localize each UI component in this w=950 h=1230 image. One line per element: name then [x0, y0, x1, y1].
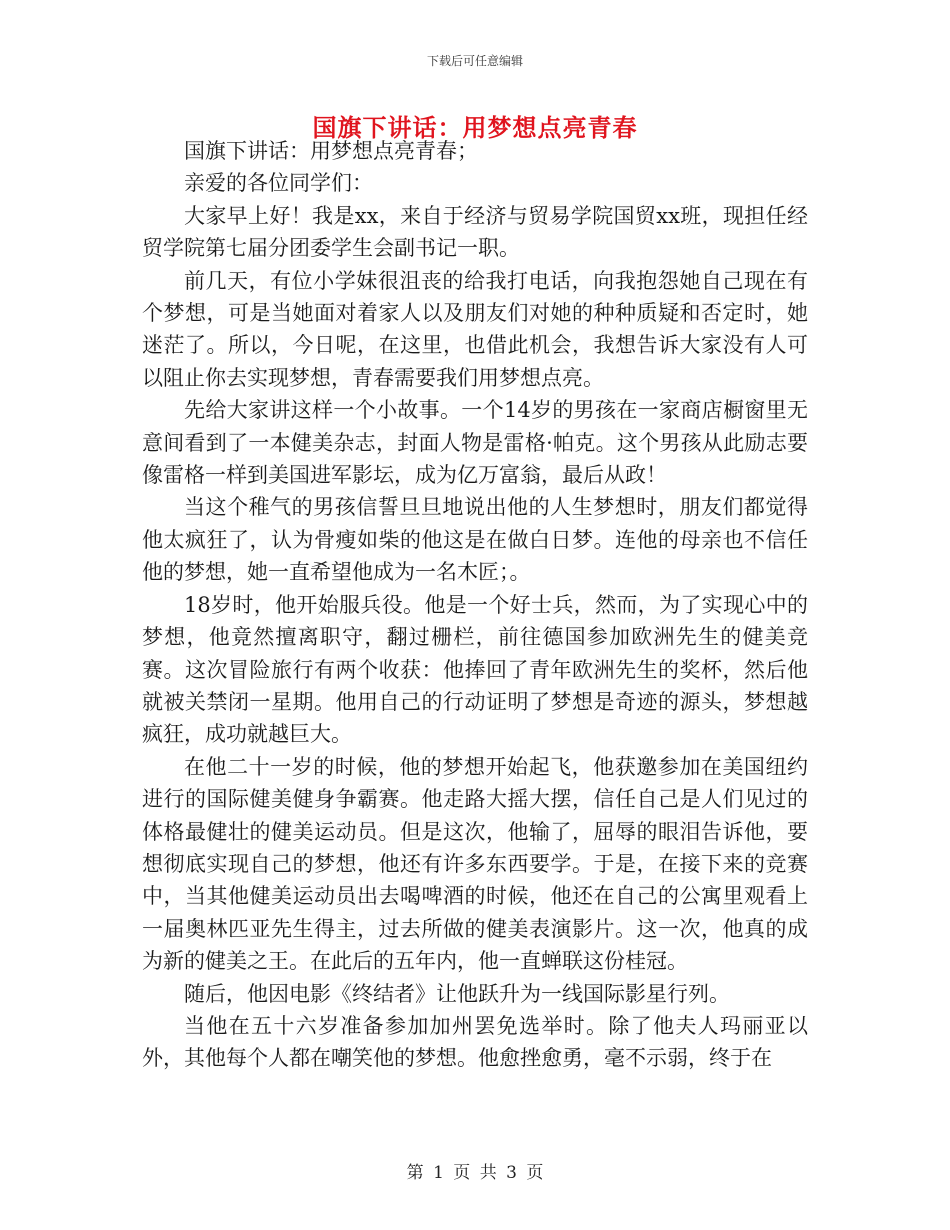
paragraph: 当这个稚气的男孩信誓旦旦地说出他的人生梦想时，朋友们都觉得他太疯狂了，认为骨瘦如柴的他这是在做白日梦。连他的母亲也不信任他的梦想，她一直希望他成为一名木匠；。 [142, 495, 808, 585]
paragraph: 当他在五十六岁准备参加加州罢免选举时。除了他夫人玛丽亚以外，其他每个人都在嘲笑他的梦想。他愈挫愈勇，毫不示弱，终于在 [142, 1013, 808, 1071]
page-header: 下载后可任意编辑 [426, 54, 523, 68]
page-number-footer: 第 1 页 共 3 页 [406, 1163, 544, 1183]
paragraph: 18岁时，他开始服兵役。他是一个好士兵，然而，为了实现心中的梦想，他竟然擅离职守，翻过栅栏，前往德国参加欧洲先生的健美竞赛。这次冒险旅行有两个收获：他捧回了青年欧洲先生的奖杯，然后他就被关禁闭一星期。他用自己的行动证明了梦想是奇迹的源头，梦想越疯狂，成功就越巨大。 [142, 592, 808, 747]
paragraph: 随后，他因电影《终结者》让他跃升为一线国际影星行列。 [184, 981, 730, 1006]
paragraph: 国旗下讲话：用梦想点亮青春； [184, 139, 478, 163]
paragraph: 亲爱的各位同学们： [184, 171, 373, 196]
paragraph: 先给大家讲这样一个小故事。一个14岁的男孩在一家商店橱窗里无意间看到了一本健美杂志，封面人物是雷格·帕克。这个男孩从此励志要像雷格一样到美国进军影坛，成为亿万富翁，最后从政！ [142, 398, 808, 488]
document-title: 国旗下讲话：用梦想点亮青春 [312, 113, 638, 142]
paragraph: 在他二十一岁的时候，他的梦想开始起飞，他获邀参加在美国纽约进行的国际健美健身争霸赛。他走路大摇大摆，信任自己是人们见过的体格最健壮的健美运动员。但是这次，他输了，屈辱的眼泪告诉他，要想彻底实现自己的梦想，他还有许多东西要学。于是，在接下来的竞赛中，当其他健美运动员出去喝啤酒的时候，他还在自己的公寓里观看上一届奥林匹亚先生得主，过去所做的健美表演影片。这一次，他真的成为新的健美之王。在此后的五年内，他一直蝉联这份桂冠。 [142, 754, 808, 974]
paragraph: 前几天，有位小学妹很沮丧的给我打电话，向我抱怨她自己现在有个梦想，可是当她面对着家人以及朋友们对她的种种质疑和否定时，她迷茫了。所以，今日呢，在这里，也借此机会，我想告诉大家没有人可以阻止你去实现梦想，青春需要我们用梦想点亮。 [142, 268, 808, 390]
document-body [142, 135, 808, 1075]
paragraph: 大家早上好！我是xx，来自于经济与贸易学院国贸xx班，现担任经贸学院第七届分团委学生会副书记一职。 [142, 203, 808, 261]
